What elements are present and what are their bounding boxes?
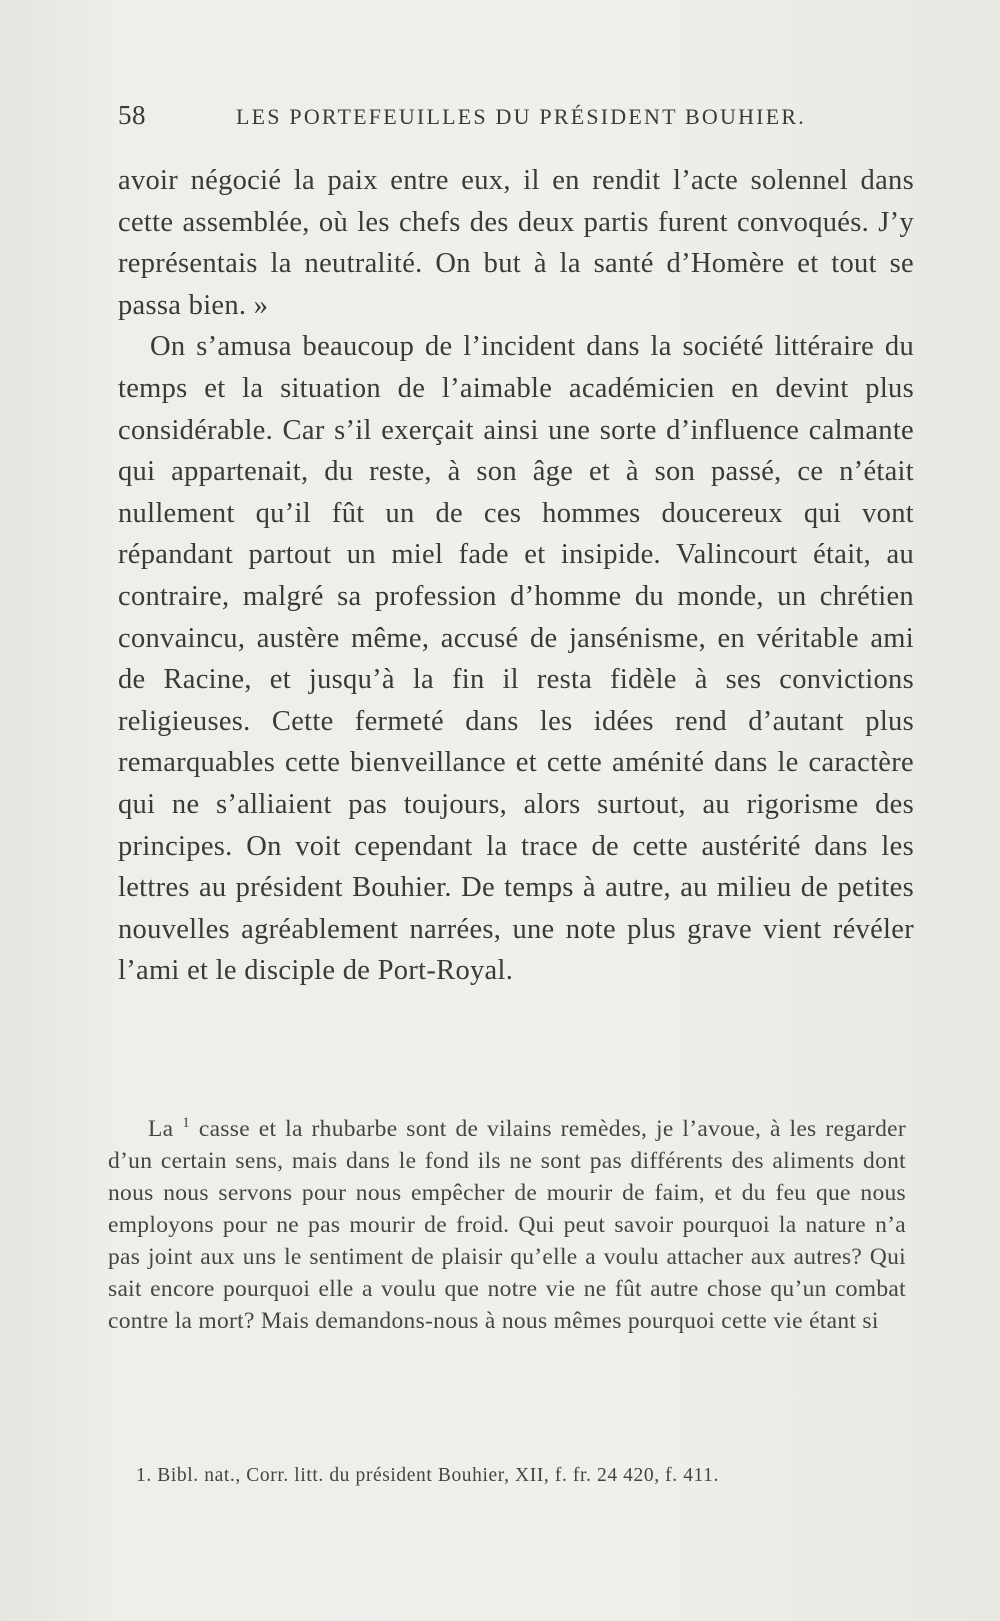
main-text [118,160,914,992]
quote-lead: La [148,1116,174,1142]
quoted-letter [108,1113,906,1337]
paragraph-2: On s’amusa beaucoup de l’incident dans la société littéraire du temps et la situation de l’aimable académicien en devint plus considérable. Car s’il exerçait ainsi une sorte d’influence calmante qui appartenait, du reste, à son âge et à son passé, ce n’était nullement qu’il fût un de ces hommes doucereux qui vont répandant partout un miel fade et insipide. Valincourt était, au contraire, malgré sa profession d’homme du monde, un chrétien convaincu, austère même, accusé de jansénisme, en véritable ami de Racine, et jusqu’à la fin il resta fidèle à ses convictions religieuses. Cette fermeté dans les idées rend d’autant plus remarquables cette bienveillance et cette aménité dans le caractère qui ne s’alliaient pas toujours, alors surtout, au rigorisme des principes. On voit cependant la trace de cette austérité dans les lettres au président Bouhier. De temps à autre, au milieu de petites nouvelles agréablement narrées, une note plus grave vient révéler l’ami et le disciple de Port-Royal. [118,331,914,987]
page-number: 58 [118,100,146,130]
footnote: 1. Bibl. nat., Corr. litt. du président Bouhier, XII, f. fr. 24 420, f. 411. [136,1465,719,1486]
page-header [118,100,908,140]
quote-text: casse et la rhubarbe sont de vilains remèdes, je l’avoue, à les regarder d’un certain sens, mais dans le fond ils ne sont pas différents des aliments dont nous nous servons pour nous empêcher de mourir de faim, et du feu que nous employons pour ne pas mourir de froid. Qui peut savoir pourquoi la nature n’a pas joint aux uns le sentiment de plaisir qu’elle a voulu attacher aux autres? Qui sait encore pourquoi elle a voulu que notre vie ne fût autre chose qu’un combat contre la mort? Mais demandons-nous à nous mêmes pourquoi cette vie étant si [108,1116,906,1334]
running-title: LES PORTEFEUILLES DU PRÉSIDENT BOUHIER. [236,104,806,129]
paragraph-1: avoir négocié la paix entre eux, il en rendit l’acte solennel dans cette assemblée, où les chefs des deux partis furent convoqués. J’y représentais la neutralité. On but à la santé d’Homère et tout se passa bien. » [118,165,914,321]
footnote-reference: 1 [182,1115,191,1132]
quoted-paragraph [108,1113,906,1337]
